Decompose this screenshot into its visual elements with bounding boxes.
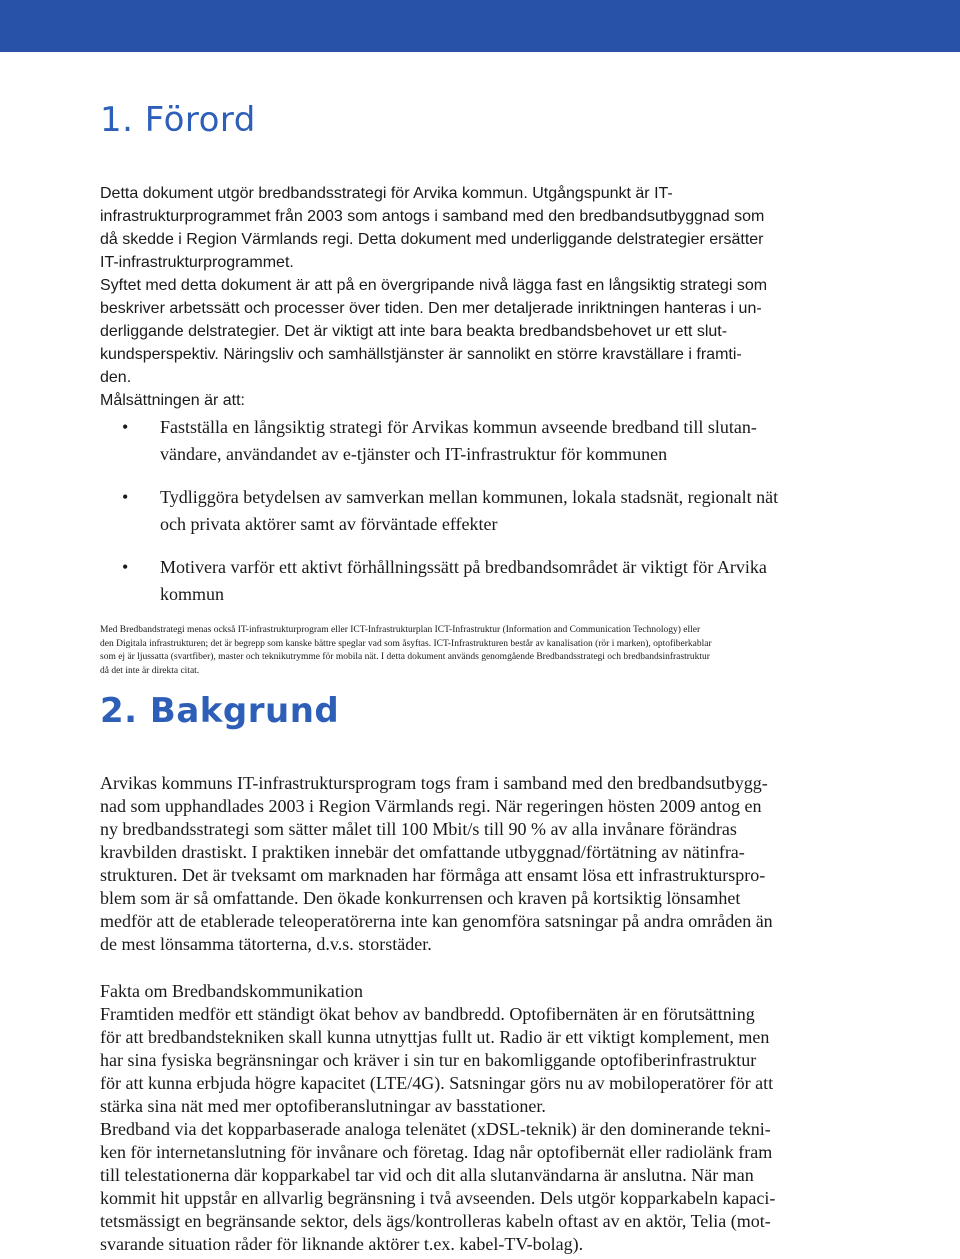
bullet-icon: • — [122, 417, 129, 437]
list-item-text: och privata aktörer samt av förväntade effekter — [160, 514, 498, 534]
text-line: strukturen. Det är tveksamt om marknaden har förmåga att ensamt lösa ett infrastrukturspro- — [100, 865, 766, 885]
list-item-text: Motivera varför ett aktivt förhållningssätt på bredbandsområdet är viktigt för Arvika — [160, 557, 767, 577]
text-line: kommit hit uppstår en allvarlig begränsning i två avseenden. Dels utgör kopparkabeln kapaci- — [100, 1188, 776, 1208]
background-paragraph — [100, 772, 860, 956]
list-item-text: Fastställa en långsiktig strategi för Arvikas kommun avseende bredband till slutan- — [160, 417, 757, 437]
bullet-icon: • — [122, 557, 129, 577]
text-line: beskriver arbetssätt och processer över tiden. Den mer detaljerade inriktningen hanteras i un- — [100, 300, 762, 317]
text-line: då skedde i Region Värmlands regi. Detta dokument med underliggande delstrategier ersätter — [100, 231, 764, 248]
footnote-line: den Digitala infrastrukturen; det är begrepp som kanske bättre speglar vad som åsyftas. ICT-Infrastrukturen består av kanalisation (rör i marken), optofiberkablar — [100, 638, 712, 649]
text-line: ken för internetanslutning för invånare och företag. Idag når optofibernät eller radiolänk fram — [100, 1142, 773, 1162]
text-line: derliggande delstrategier. Det är viktigt att inte bara beakta bredbandsbehovet ur ett slut- — [100, 323, 728, 340]
text-line: infrastrukturprogrammet från 2003 som antogs i samband med den bredbandsutbyggnad som — [100, 208, 765, 225]
text-line: Syftet med detta dokument är att på en övergripande nivå lägga fast en långsiktig strategi som — [100, 277, 768, 294]
list-item — [100, 554, 860, 608]
text-line: IT-infrastrukturprogrammet. — [100, 254, 294, 271]
text-line: för att kunna erbjuda högre kapacitet (LTE/4G). Satsningar görs nu av mobiloperatörer för att — [100, 1073, 774, 1093]
footnote-line: som ej är ljussatta (svartfiber), master och teknikutrymme för mobila nät. I detta dokument används genomgående Bredbandsstrategi och bredbandsinfrastruktur — [100, 652, 710, 662]
text-line: blem som är så omfattande. Den ökade konkurrensen och kraven på kortsiktig lönsamhet — [100, 888, 741, 908]
list-item — [100, 484, 860, 538]
bullet-icon: • — [122, 487, 129, 507]
intro-paragraph — [100, 182, 860, 412]
text-line: för att bredbandstekniken skall kunna utnyttjas fullt ut. Radio är ett viktigt komplement, men — [100, 1027, 770, 1047]
text-line: svarande situation råder för liknande aktörer t.ex. kabel-TV-bolag). — [100, 1234, 584, 1254]
footnote — [100, 624, 860, 678]
facts-subheading: Fakta om Bredbandskommunikation — [100, 981, 363, 1001]
text-line: Målsättningen är att: — [100, 392, 245, 409]
list-item-text: vändare, användandet av e-tjänster och IT-infrastruktur för kommunen — [160, 444, 668, 464]
section-heading-forord: 1. Förord — [100, 100, 256, 140]
text-line: tetsmässigt en begränsande sektor, dels ägs/kontrolleras kabeln oftast av en aktör, Telia (mot- — [100, 1211, 771, 1231]
text-line: kravbilden drastiskt. I praktiken innebär det omfattande utbyggnad/förtätning av nätinfra- — [100, 842, 745, 862]
list-item-text: kommun — [160, 584, 225, 604]
goal-list — [100, 414, 860, 624]
list-item-text: Tydliggöra betydelsen av samverkan mellan kommunen, lokala stadsnät, regionalt nät — [160, 487, 779, 507]
text-line: medför att de etablerade teleoperatörerna inte kan genomföra satsningar på andra områden än — [100, 911, 773, 931]
facts-section — [100, 980, 860, 1256]
text-line: de mest lönsamma tätorterna, d.v.s. storstäder. — [100, 934, 432, 954]
text-line: den. — [100, 369, 132, 386]
footnote-line: då det inte är direkta citat. — [100, 665, 200, 676]
text-line: Bredband via det kopparbaserade analoga telenätet (xDSL-teknik) är den dominerande tekni- — [100, 1119, 771, 1139]
text-line: har sina fysiska begränsningar och kräver i sin tur en bakomliggande optofiberinfrastruktur — [100, 1050, 757, 1070]
text-line: kundsperspektiv. Näringsliv och samhällstjänster är sannolikt en större kravställare i framti- — [100, 346, 742, 363]
section-heading-bakgrund: 2. Bakgrund — [100, 691, 340, 731]
text-line: till telestationerna där kopparkabel tar vid och dit alla slutanvändarna är anslutna. När man — [100, 1165, 754, 1185]
text-line: stärka sina nät med mer optofiberanslutningar av basstationer. — [100, 1096, 546, 1116]
text-line: ny bredbandsstrategi som sätter målet till 100 Mbit/s till 90 % av alla invånare förändras — [100, 819, 737, 839]
text-line: nad som upphandlades 2003 i Region Värmlands regi. När regeringen hösten 2009 antog en — [100, 796, 762, 816]
text-line: Framtiden medför ett ständigt ökat behov av bandbredd. Optofibernäten är en förutsättning — [100, 1004, 755, 1024]
footnote-line: Med Bredbandstrategi menas också IT-infrastrukturprogram eller ICT-Infrastrukturplan ICT-Infrastruktur (Information and Communication Technology) eller — [100, 625, 701, 635]
text-line: Detta dokument utgör bredbandsstrategi för Arvika kommun. Utgångspunkt är IT- — [100, 185, 673, 202]
list-item — [100, 414, 860, 468]
header-band — [0, 0, 960, 52]
text-line: Arvikas kommuns IT-infrastruktursprogram togs fram i samband med den bredbandsutbygg- — [100, 773, 768, 793]
